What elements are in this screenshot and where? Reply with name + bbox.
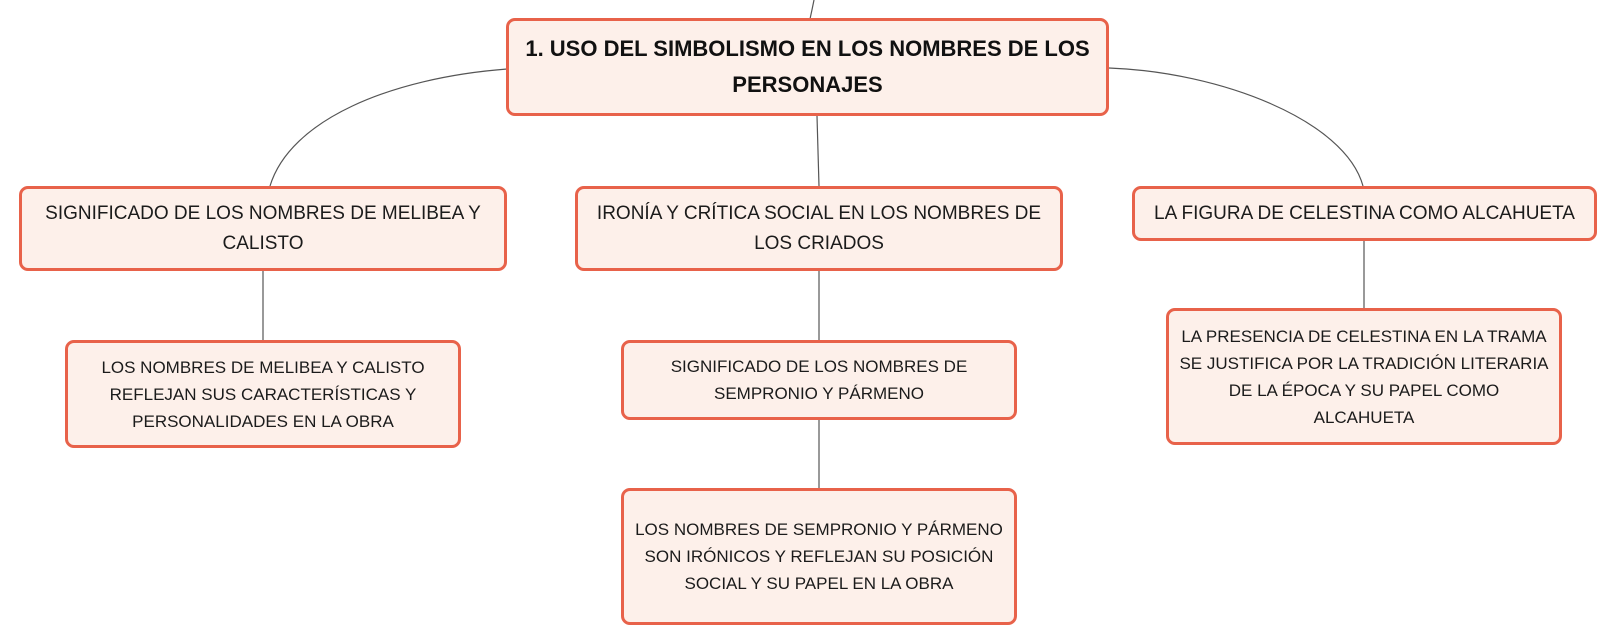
connector-root-to-branch-3 (1109, 68, 1363, 186)
root-topic-label: 1. USO DEL SIMBOLISMO EN LOS NOMBRES DE LOS PERSONAJES (525, 36, 1090, 97)
subtopic-melibea-calisto-personalidades[interactable] (65, 340, 461, 448)
connector-to-parent (810, 0, 814, 19)
branch-topic-melibea-calisto[interactable] (19, 186, 507, 271)
branch-topic-celestina[interactable] (1132, 186, 1597, 241)
subtopic-sempronio-parmeno-significado[interactable] (621, 340, 1017, 420)
branch-topic-criados[interactable] (575, 186, 1063, 271)
connector-root-to-branch-2 (817, 116, 819, 186)
root-topic[interactable] (506, 18, 1109, 116)
branch-topic-label: LA FIGURA DE CELESTINA COMO ALCAHUETA (1154, 202, 1575, 224)
subtopic-sempronio-parmeno-ironicos[interactable] (621, 488, 1017, 625)
subtopic-label: SIGNIFICADO DE LOS NOMBRES DE SEMPRONIO Y PÁRMENO (670, 357, 968, 403)
subtopic-label: LOS NOMBRES DE SEMPRONIO Y PÁRMENO SON IRÓNICOS Y REFLEJAN SU POSICIÓN SOCIAL Y SU PAPEL EN LA OBRA (635, 520, 1003, 593)
branch-topic-label: IRONÍA Y CRÍTICA SOCIAL EN LOS NOMBRES DE LOS CRIADOS (596, 202, 1042, 254)
subtopic-label: LOS NOMBRES DE MELIBEA Y CALISTO REFLEJAN SUS CARACTERÍSTICAS Y PERSONALIDADES EN LA OBRA (101, 357, 425, 431)
branch-topic-label: SIGNIFICADO DE LOS NOMBRES DE MELIBEA Y CALISTO (45, 202, 481, 254)
subtopic-label: LA PRESENCIA DE CELESTINA EN LA TRAMA SE JUSTIFICA POR LA TRADICIÓN LITERARIA DE LA ÉPOCA Y SU PAPEL COMO ALCAHUETA (1179, 326, 1549, 427)
subtopic-celestina-tradicion[interactable] (1166, 308, 1562, 445)
connector-root-to-branch-1 (270, 69, 507, 186)
